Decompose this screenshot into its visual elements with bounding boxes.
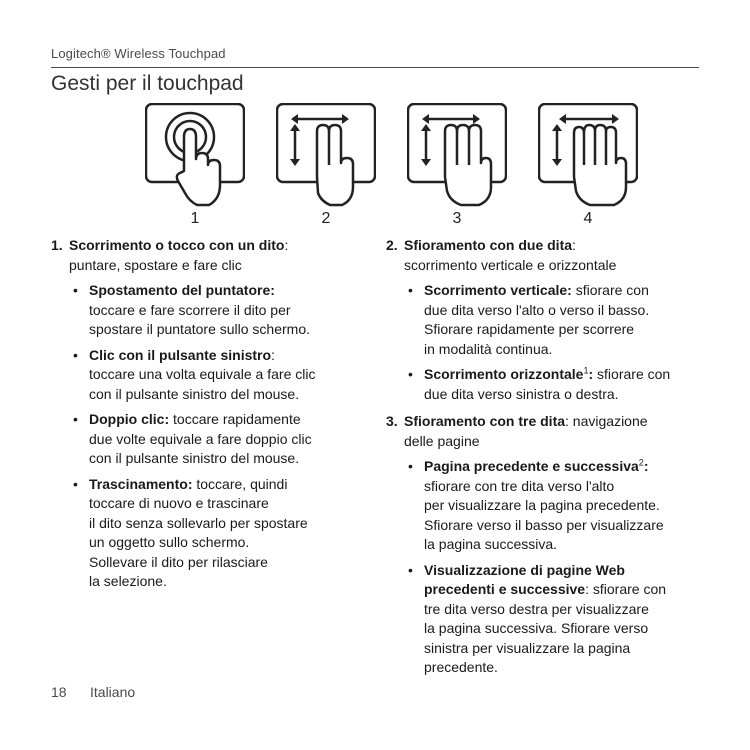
sub-text: in modalità continua. [424,340,553,357]
sub-text: Sfiorare verso il basso per visualizzare [424,516,664,533]
sub-text: con il pulsante sinistro del mouse. [89,450,300,466]
footnote-marker: 1 [583,365,589,376]
item-number: 1. [51,237,63,253]
one-finger-tap-icon [145,103,245,208]
sub-text: due volte equivale a fare doppio clic [89,430,312,447]
sub-text: con il pulsante sinistro del mouse. [89,385,300,402]
item-title: Sfioramento con due dita [404,237,573,253]
sub-text: spostare il puntatore sullo schermo. [89,321,310,337]
four-finger-swipe-icon [538,103,638,208]
sub-title: Visualizzazione di pagine Web [424,561,625,578]
sub-text: toccare una volta equivale a fare clic [89,366,316,382]
sub-title: Clic con il pulsante sinistro [89,346,272,363]
sub-text: Sollevare il dito per rilasciare [89,553,268,570]
header-divider [51,67,699,68]
gesture-number: 2 [321,210,331,227]
sub-text: un oggetto sullo schermo. [89,534,250,550]
list-item: • Visualizzazione di pagine Web precedenti e successive: sfiorare con tre dita verso destra per visualizzare la pagina successiva. Sfiorare verso sinistra per visualizzare la pagina precedente. [404,561,706,678]
list-item: • Clic con il pulsante sinistro: toccare una volta equivale a fare clic con il pulsante sinistro del mouse. [69,346,351,405]
gesture-number: 4 [583,210,593,227]
sub-text: la pagina successiva. Sfiorare verso [424,620,649,636]
item-description: delle pagine [404,432,480,449]
header-brand: Logitech® Wireless Touchpad [51,46,226,61]
sub-text: due dita verso sinistra o destra. [424,385,619,402]
page-title: Gesti per il touchpad [51,72,244,95]
item-description: : navigazione [565,413,648,429]
item-title: Scorrimento o tocco con un dito [69,237,285,253]
list-item-1: 1. Scorrimento o tocco con un dito: puntare, spostare e fare clic • Spostamento del puntatore: toccare e fare scorrere il dito per spostare il puntatore sullo schermo. • Clic con il pulsante sinistro: toccare una volta equivale a fare clic con il pulsante sinistro del mouse. • Doppio clic: toccare rapidamente due volte equivale a fare doppio clic con il pulsante sinistro del mouse. • Trascinamento: toccare, quindi toccare di nuovo e trascinare il dito senza sollevarlo per spostare un oggetto sullo schermo. Sollevare il dito per rilasciare la selezione. [51,236,351,592]
sub-title: Doppio clic: [89,411,170,427]
list-item: • Pagina precedente e successiva$^2$: sfiorare con tre dita verso l'alto per visualizzare la pagina precedente. Sfiorare verso il basso per visualizzare la pagina successiva. [404,457,706,555]
two-finger-swipe-icon [276,103,376,208]
sub-text: tre dita verso destra per visualizzare [424,600,649,617]
sub-text: il dito senza sollevarlo per spostare [89,514,308,531]
sub-text: due dita verso l'alto o verso il basso. [424,301,650,318]
gesture-2 [276,103,376,228]
list-item: • Scorrimento verticale: sfiorare con due dita verso l'alto o verso il basso. Sfiorare rapidamente per scorrere in modalità continua. [404,281,706,359]
sub-text: sinistra per visualizzare la pagina [424,639,631,656]
sub-text: sfiorare con tre dita verso l'alto [424,477,615,494]
page-language: Italiano [90,684,136,700]
sub-text: toccare e fare scorrere il dito per [89,301,291,318]
list-item: • Scorrimento orizzontale$^1$: sfiorare con due dita verso sinistra o destra. [404,365,706,404]
sub-text: precedente. [424,659,498,675]
sub-title: Trascinamento: [89,475,193,492]
item-number: 3. [386,413,398,429]
sub-text: : sfiorare con [585,581,667,597]
item-description: scorrimento verticale e orizzontale [404,256,617,273]
gesture-3 [407,103,507,228]
gesture-number: 1 [190,210,200,227]
sub-text: toccare rapidamente [169,411,301,427]
right-column [386,236,706,686]
list-item-3 [386,412,706,678]
sub-text: toccare di nuovo e trascinare [89,495,269,511]
item-title: Sfioramento con tre dita [404,413,566,429]
sub-title: Scorrimento orizzontale [424,366,584,382]
page-number: 18 [51,684,67,700]
item-description: puntare, spostare e fare clic [69,256,242,273]
gesture-illustrations [145,103,645,228]
sub-text: toccare, quindi [192,475,288,492]
sub-text: Sfiorare rapidamente per scorrere [424,321,635,337]
sub-text: la selezione. [89,573,167,589]
left-column [51,236,351,600]
sub-text: la pagina successiva. [424,536,558,552]
sub-title: Scorrimento verticale: [424,282,572,298]
sub-title: Spostamento del puntatore: [89,282,275,298]
sub-title: Pagina precedente e successiva [424,458,639,474]
list-item: • Trascinamento: toccare, quindi toccare di nuovo e trascinare il dito senza sollevarlo per spostare un oggetto sullo schermo. Sollevare il dito per rilasciare la selezione. [69,475,351,592]
sub-text: sfiorare con [593,366,671,382]
sub-title: precedenti e successive [424,581,586,597]
three-finger-swipe-icon [407,103,507,208]
footnote-marker: 2 [638,457,644,468]
gesture-4 [538,103,638,228]
sub-text: sfiorare con [571,282,649,298]
gesture-number: 3 [452,210,462,227]
list-item-2: 2. Sfioramento con due dita: scorrimento verticale e orizzontale • Scorrimento verticale: sfiorare con due dita verso l'alto o verso il basso. Sfiorare rapidamente per scorrere in modalità continua. • Scorrimento orizzontale$^1$: sfiorare con due dita verso sinistra o destra. [386,236,706,404]
gesture-1 [145,103,245,228]
item-number: 2. [386,237,398,253]
list-item: • Doppio clic: toccare rapidamente due volte equivale a fare doppio clic con il pulsante sinistro del mouse. [69,410,351,469]
sub-text: per visualizzare la pagina precedente. [424,497,660,513]
list-item: • Spostamento del puntatore: toccare e fare scorrere il dito per spostare il puntatore sullo schermo. [69,281,351,340]
